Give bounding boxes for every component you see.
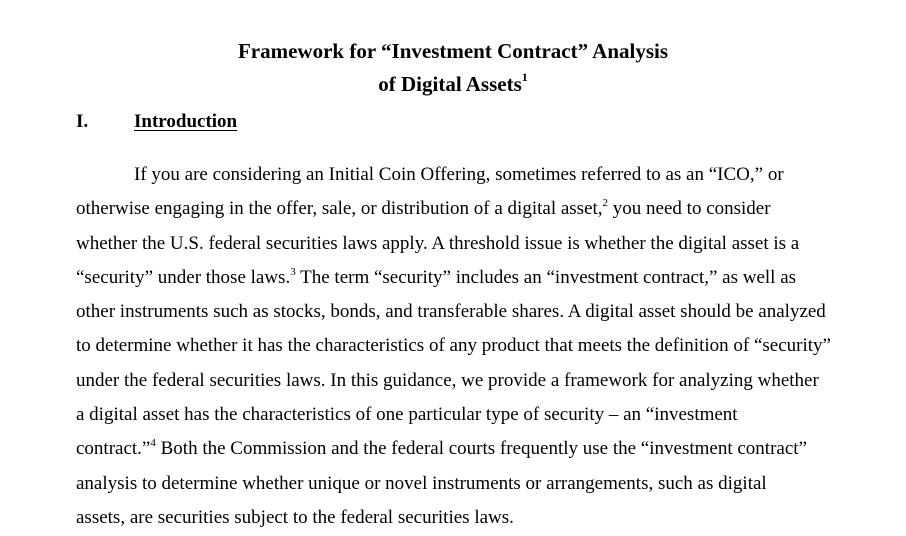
- paragraph-line: [76, 432, 876, 466]
- paragraph-line-text: to determine whether it has the characteristics of any product that meets the definition of “security”: [76, 335, 831, 357]
- section-title: Introduction: [134, 111, 238, 132]
- footnote-marker[interactable]: 2: [602, 197, 609, 210]
- paragraph-line-text: analysis to determine whether unique or novel instruments or arrangements, such as digital: [76, 472, 767, 494]
- title-line-1: Framework for “Investment Contract” Analysis: [237, 39, 669, 63]
- paragraph-line: [76, 329, 876, 363]
- footnote-marker[interactable]: 4: [150, 437, 156, 450]
- paragraph-line: [76, 227, 876, 261]
- title-footnote-marker[interactable]: 1: [521, 70, 528, 84]
- footnote-marker[interactable]: 3: [290, 265, 296, 278]
- paragraph-line: [76, 295, 876, 329]
- paragraph-line-text: “security” under those laws.: [76, 266, 291, 288]
- paragraph-line-text-continued: The term “security” includes an “investment contract,” as well as: [295, 266, 797, 288]
- paragraph-line-text: whether the U.S. federal securities laws apply. A threshold issue is whether the digital asset is a: [76, 232, 800, 254]
- paragraph-line-text: If you are considering an Initial Coin Offering, sometimes referred to as an “ICO,” or: [134, 164, 784, 185]
- paragraph-line: [76, 192, 876, 226]
- introduction-paragraph: [76, 158, 876, 535]
- paragraph-line-text: assets, are securities subject to the federal securities laws.: [76, 506, 514, 528]
- paragraph-line-text: a digital asset has the characteristics of one particular type of security – an “investment: [76, 404, 738, 426]
- title-line-2: [0, 65, 906, 98]
- paragraph-line-text: other instruments such as stocks, bonds, and transferable shares. A digital asset should be analyzed: [76, 301, 826, 323]
- paragraph-line-text: contract.”: [76, 438, 151, 460]
- document-title: [0, 37, 906, 98]
- paragraph-line-text: under the federal securities laws. In this guidance, we provide a framework for analyzing whether: [76, 369, 819, 391]
- paragraph-line: [76, 398, 876, 432]
- paragraph-line-text: otherwise engaging in the offer, sale, or distribution of a digital asset,: [76, 198, 603, 220]
- paragraph-line-text-continued: Both the Commission and the federal courts frequently use the “investment contract”: [155, 438, 807, 460]
- paragraph-line-text-continued: you need to consider: [608, 198, 771, 220]
- paragraph-line: [76, 364, 876, 398]
- paragraph-line: [76, 467, 876, 501]
- paragraph-line: [76, 261, 876, 295]
- paragraph-line: [76, 501, 876, 535]
- section-number: I.: [76, 111, 89, 132]
- title-line-2-text: of Digital Assets: [378, 72, 522, 96]
- paragraph-line: [76, 158, 876, 192]
